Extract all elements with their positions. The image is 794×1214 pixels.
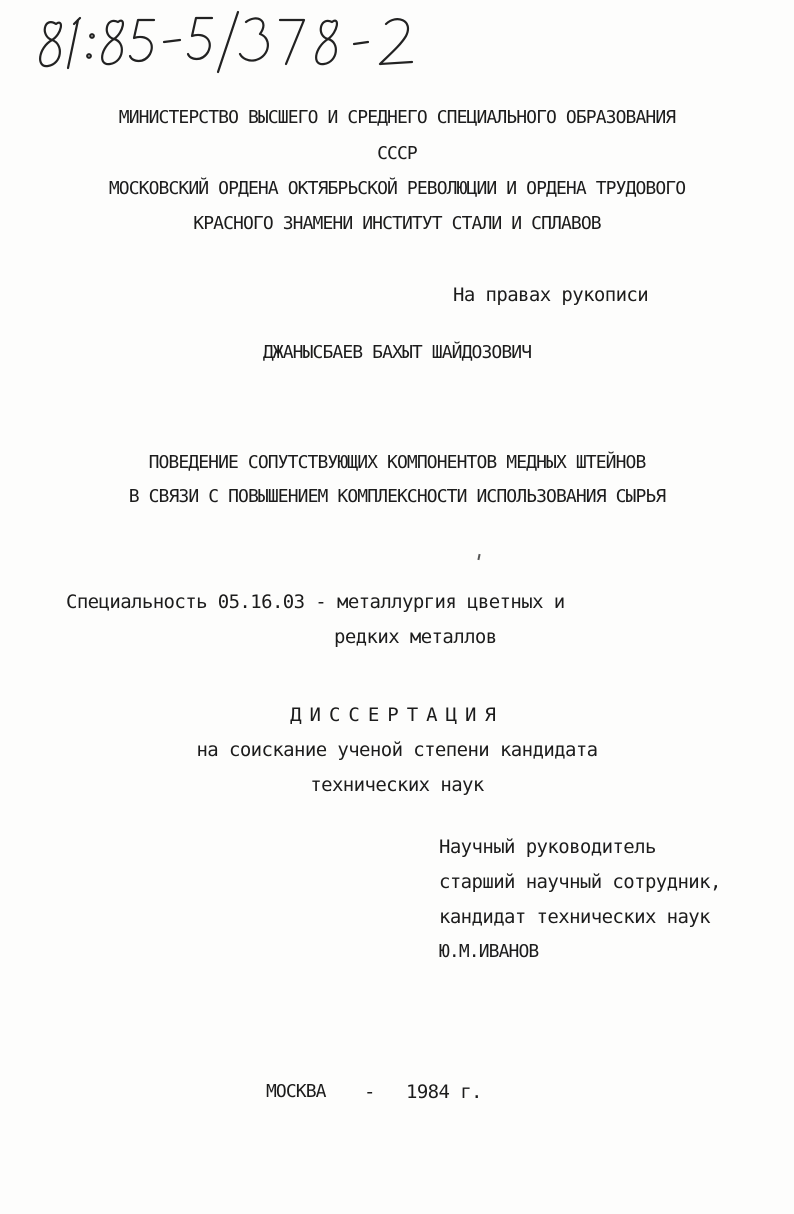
ministry-line-1: МИНИСТЕРСТВО ВЫСШЕГО И СРЕДНЕГО СПЕЦИАЛЬНОГО ОБРАЗОВАНИЯ [118, 107, 676, 128]
title-line-2: В СВЯЗИ С ПОВЫШЕНИЕМ КОМПЛЕКСНОСТИ ИСПОЛЬЗОВАНИЯ СЫРЬЯ [128, 486, 666, 507]
author-name: ДЖАНЫСБАЕВ БАХЫТ ШАЙДОЗОВИЧ [262, 342, 532, 363]
specialty-line-1: Специальность 05.16.03 - металлургия цветных и [66, 591, 565, 613]
dissertation-line-2: технических наук [310, 774, 484, 796]
supervisor-position: старший научный сотрудник, [439, 871, 721, 893]
institute-line-2: КРАСНОГО ЗНАМЕНИ ИНСТИТУТ СТАЛИ И СПЛАВОВ [193, 213, 601, 234]
manuscript-rights-note: На правах рукописи [453, 284, 649, 306]
dissertation-line-1: на соискание ученой степени кандидата [196, 739, 598, 761]
supervisor-role: Научный руководитель [439, 836, 656, 858]
footer-city: МОСКВА [266, 1081, 326, 1102]
dissertation-heading: ДИССЕРТАЦИЯ [290, 704, 504, 726]
handwritten-archive-number-text: 81:85-5/378-2 [34, 76, 42, 77]
title-line-1: ПОВЕДЕНИЕ СОПУТСТВУЮЩИХ КОМПОНЕНТОВ МЕДНЫХ ШТЕЙНОВ [148, 452, 646, 473]
specialty-line-2: редких металлов [334, 626, 497, 648]
supervisor-degree: кандидат технических наук [439, 906, 710, 928]
institute-line-1: МОСКОВСКИЙ ОРДЕНА ОКТЯБРЬСКОЙ РЕВОЛЮЦИИ И ОРДЕНА ТРУДОВОГО [108, 178, 686, 199]
footer-year: 1984 г. [406, 1081, 482, 1103]
paper-speck [477, 554, 480, 560]
handwritten-archive-number [34, 6, 454, 78]
supervisor-name: Ю.М.ИВАНОВ [439, 941, 539, 962]
ministry-line-2: СССР [377, 143, 417, 164]
footer-dash: - [364, 1081, 375, 1103]
